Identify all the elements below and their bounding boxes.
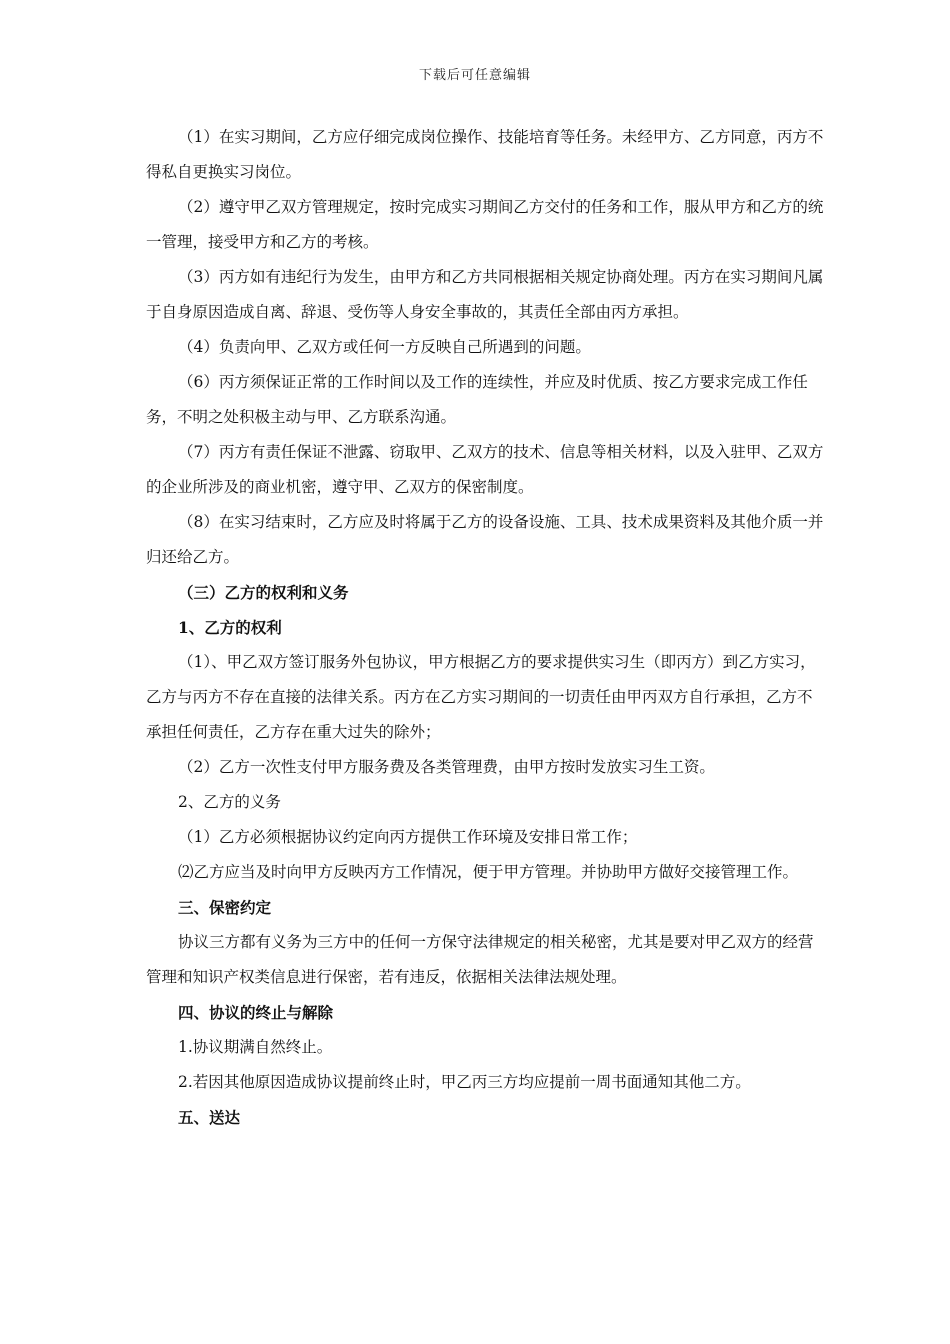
paragraph: （1）乙方必须根据协议约定向丙方提供工作环境及安排日常工作；	[178, 828, 638, 846]
paragraph: （2）遵守甲乙双方管理规定，按时完成实习期间乙方交付的任务和工作，服从甲方和乙方的统一管理，接受甲方和乙方的考核。	[146, 198, 824, 251]
paragraph: （4）负责向甲、乙双方或任何一方反映自己所遇到的问题。	[178, 338, 591, 356]
paragraph: 协议三方都有义务为三方中的任何一方保守法律规定的相关秘密，尤其是要对甲乙双方的经营管理和知识产权类信息进行保密，若有违反，依据相关法律法规处理。	[146, 933, 814, 986]
paragraph: （7）丙方有责任保证不泄露、窃取甲、乙双方的技术、信息等相关材料，以及入驻甲、乙双方的企业所涉及的商业机密，遵守甲、乙双方的保密制度。	[146, 443, 824, 496]
document-body	[146, 120, 826, 1135]
section-heading: 四、协议的终止与解除	[178, 1003, 334, 1022]
paragraph: ⑵乙方应当及时向甲方反映丙方工作情况，便于甲方管理。并协助甲方做好交接管理工作。	[178, 863, 799, 881]
subsection-label: 2、乙方的义务	[178, 793, 281, 811]
paragraph: （1）、甲乙双方签订服务外包协议，甲方根据乙方的要求提供实习生（即丙方）到乙方实习，乙方与丙方不存在直接的法律关系。丙方在乙方实习期间的一切责任由甲丙双方自行承担，乙方不承担任何责任，乙方存在重大过失的除外；	[146, 653, 816, 741]
section-heading: 五、送达	[178, 1108, 241, 1127]
paragraph: （8）在实习结束时，乙方应及时将属于乙方的设备设施、工具、技术成果资料及其他介质一并归还给乙方。	[146, 513, 824, 566]
section-heading: 三、保密约定	[178, 898, 272, 917]
page-header: 下载后可任意编辑	[418, 68, 531, 83]
paragraph: （6）丙方须保证正常的工作时间以及工作的连续性，并应及时优质、按乙方要求完成工作任务，不明之处积极主动与甲、乙方联系沟通。	[146, 373, 808, 426]
paragraph: （1）在实习期间，乙方应仔细完成岗位操作、技能培育等任务。未经甲方、乙方同意，丙方不得私自更换实习岗位。	[146, 128, 824, 181]
paragraph: （2）乙方一次性支付甲方服务费及各类管理费，由甲方按时发放实习生工资。	[178, 758, 715, 776]
subsection-heading: 1、乙方的权利	[178, 618, 282, 637]
paragraph: （3）丙方如有违纪行为发生，由甲方和乙方共同根据相关规定协商处理。丙方在实习期间凡属于自身原因造成自离、辞退、受伤等人身安全事故的，其责任全部由丙方承担。	[146, 268, 824, 321]
paragraph: 2.若因其他原因造成协议提前终止时，甲乙丙三方均应提前一周书面通知其他二方。	[178, 1073, 751, 1091]
section-heading: （三）乙方的权利和义务	[178, 583, 349, 602]
paragraph: 1.协议期满自然终止。	[178, 1038, 333, 1056]
